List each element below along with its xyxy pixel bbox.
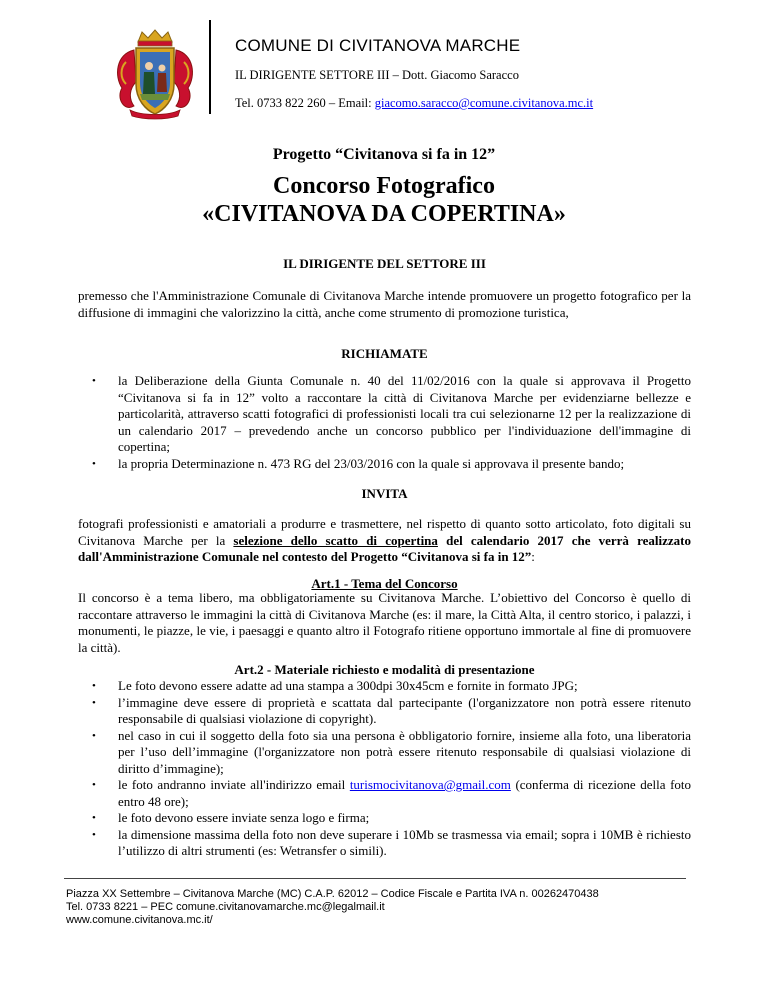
footer-contacts: Tel. 0733 8221 – PEC comune.civitanovamarche.mc@legalmail.it <box>66 901 385 913</box>
bullet-icon: • <box>92 696 96 709</box>
bullet-icon: • <box>92 680 96 692</box>
richiamate-heading: RICHIAMATE <box>341 346 428 361</box>
footer-address: Piazza XX Settembre – Civitanova Marche (MC) C.A.P. 62012 – Codice Fiscale e Partita IVA n. 00262470438 <box>66 888 599 900</box>
contest-title-line1: Concorso Fotografico <box>273 173 495 199</box>
coat-of-arms-icon <box>112 28 198 120</box>
submission-email-link[interactable]: turismocivitanova@gmail.com <box>349 777 511 792</box>
bullet-icon: • <box>92 779 96 791</box>
art2-list <box>78 678 691 860</box>
header-divider <box>209 20 211 114</box>
footer-website: www.comune.civitanova.mc.it/ <box>66 914 213 926</box>
header-contact <box>235 96 593 111</box>
list-item: • Le foto devono essere adatte ad una stampa a 300dpi 30x45cm e fornite in formato JPG; <box>92 678 578 693</box>
bullet-icon: • <box>92 812 96 824</box>
list-item: • l’immagine deve essere di proprietà e scattata dal partecipante (l'organizzatore non potrà essere ritenuto responsabile di qualsiasi violazione di copyright). <box>92 694 691 726</box>
footer-divider <box>64 878 686 879</box>
header-subtitle: IL DIRIGENTE SETTORE III – Dott. Giacomo Saracco <box>235 68 519 82</box>
list-item: • la propria Determinazione n. 473 RG del 23/03/2016 con la quale si approvava il presente bando; <box>92 455 625 471</box>
dirigente-heading: IL DIRIGENTE DEL SETTORE III <box>283 256 486 271</box>
bullet-icon: • <box>92 729 96 742</box>
bullet-icon: • <box>92 828 96 841</box>
art2-title: Art.2 - Materiale richiesto e modalità di presentazione <box>234 662 535 677</box>
invita-paragraph: fotografi professionisti e amatoriali a produrre e trasmettere, nel rispetto di quanto sotto articolato, foto digitali su Civitanova Marche per la selezione dello scatto di copertina del calendario 2017 che verrà realizzato dall'Amministrazione Comunale nel contesto del Progetto “Civitanova si fa in 12”: <box>78 516 691 564</box>
contest-title-line2: «CIVITANOVA DA COPERTINA» <box>202 201 566 227</box>
header-tel: Tel. 0733 822 260 – Email: <box>235 96 375 110</box>
bullet-icon: • <box>92 457 96 470</box>
municipality-title: COMUNE DI CIVITANOVA MARCHE <box>235 36 521 55</box>
bullet-icon: • <box>92 375 96 387</box>
richiamate-list <box>78 373 691 472</box>
list-item: • la dimensione massima della foto non deve superare i 10Mb se trasmessa via email; sopra i 10MB è richiesto l’utilizzo di altri strumenti (es: Wetransfer o simili). <box>92 826 691 858</box>
invita-underlined: selezione dello scatto di copertina <box>233 532 438 548</box>
art1-paragraph: Il concorso è a tema libero, ma obbligatoriamente su Civitanova Marche. L’obiettivo del Concorso è quello di raccontare attraverso le immagini la città di Civitanova Marche (es: il mare, la Città Alta, il centro storico, i palazzi, i monumenti, le piazze, le vie, i paesaggi e quanto altro il Fotografo ritiene opportuno immortale al fine di promuovere la città). <box>78 590 691 655</box>
art1-title: Art.1 - Tema del Concorso <box>311 576 458 591</box>
footer <box>66 888 599 927</box>
invita-heading: INVITA <box>361 486 408 501</box>
contest-title <box>0 172 768 228</box>
list-item: • le foto andranno inviate all'indirizzo email turismocivitanova@gmail.com (conferma di ricezione della foto entro 48 ore); <box>92 777 692 809</box>
list-item: • la Deliberazione della Giunta Comunale n. 40 del 11/02/2016 con la quale si approvava il Progetto “Civitanova si fa in 12” volto a raccontare la città di Civitanova Marche per evidenziarne bellezze e particolarità, attraverso scatti fotografici di professionisti locali tra cui selezionarne 12 per la realizzazione di un calendario 2017 – prevedendo anche un concorso pubblico per l'individuazione dell'immagine di copertina; <box>92 373 691 454</box>
premessa-paragraph: premesso che l'Amministrazione Comunale di Civitanova Marche intende promuovere un progetto fotografico per la diffusione di immagini che valorizzino la città, anche come strumento di promozione turistica, <box>78 288 691 320</box>
project-title: Progetto “Civitanova si fa in 12” <box>272 146 496 163</box>
list-item: • le foto devono essere inviate senza logo e firma; <box>92 810 370 825</box>
header-email-link[interactable]: giacomo.saracco@comune.civitanova.mc.it <box>374 96 594 110</box>
list-item: • nel caso in cui il soggetto della foto sia una persona è obbligatorio fornire, insieme alla foto, una liberatoria per l’uso dell’immagine (l'organizzatore non potrà essere ritenuto responsabile di qualsiasi violazione di diritto d’immagine); <box>92 727 691 776</box>
